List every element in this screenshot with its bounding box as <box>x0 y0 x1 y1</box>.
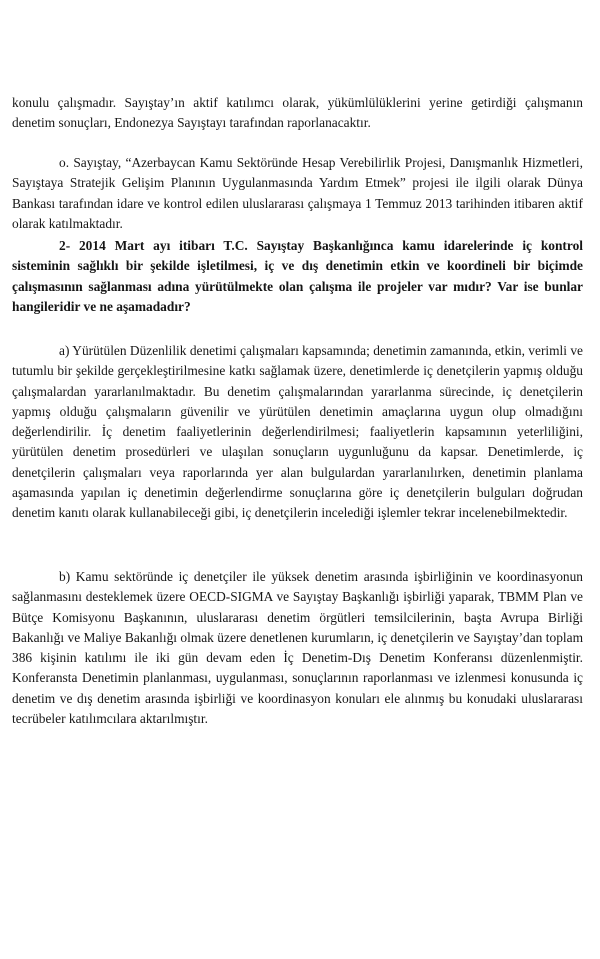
answer-paragraph-a <box>12 341 583 524</box>
paragraph-item-o <box>12 153 583 234</box>
paragraph-text: a) Yürütülen Düzenlilik denetimi çalışmaları kapsamında; denetimin zamanında, etkin, verimli ve tutumlu bir şekilde gerçekleştirilmesine katkı sağlamak üzere, denetimlerde iç denetçilerin yapmış olduğu çalışmalardan yararlanılmaktadır. Bu denetim çalışmalarından yararlanma sürecinde, iç denetçilerin yapmış olduğu çalışmaların güvenilir ve yürütülen denetimin amaçlarına uygun olup olmadığını değerlendirilir. İç denetim faaliyetlerinin değerlendirilmesi; faaliyetlerin kapsamının yeterliliğini, yürütülen denetim prosedürleri ve ulaşılan sonuçların uygunluğunu da kapsar. Denetimlerde, iç denetçilerin çalışmaları veya raporlarında yer alan bulgulardan yararlanılırken, denetimin planlama aşamasında yapılan iç denetimin değerlendirme sonuçlarına göre iç denetçilerin bulguları doğrudan denetim kanıtı olarak kullanabileceği gibi, iç denetçilerin incelediği işlemler tekrar incelenebilmektedir. <box>12 343 583 521</box>
answer-paragraph-b <box>12 567 583 729</box>
paragraph-text: konulu çalışmadır. Sayıştay’ın aktif katılımcı olarak, yükümlülüklerini yerine getirdiği çalışmanın denetim sonuçları, Endonezya Sayıştayı tarafından raporlanacaktır. <box>12 95 583 131</box>
paragraph-text: b) Kamu sektöründe iç denetçiler ile yüksek denetim arasında işbirliğinin ve koordinasyonun sağlanmasını desteklemek üzere OECD-SIGMA ve Sayıştay Başkanlığı işbirliği yaparak, TBMM Plan ve Bütçe Komisyonu Başkanının, uluslararası denetim örgütleri temsilcilerinin, başta Avrupa Birliği Bakanlığı ve Maliye Bakanlığı olmak üzere denetlenen kurumların, iç denetçilerin ve Sayıştay’dan toplam 386 kişinin katılımı ile iki gün devam eden İç Denetim-Dış Denetim Konferansı düzenlenmiştir. Konferansta Denetimin planlanması, uygulanması, sonuçlarının raporlanması ve izlenmesi konusunda iç denetim ve dış denetim arasında işbirliği ve koordinasyon konuları ele alınmış bu konudaki uluslararası tecrübeler katılımcılara aktarılmıştır. <box>12 569 583 727</box>
question-heading <box>12 236 583 317</box>
question-text: 2- 2014 Mart ayı itibarı T.C. Sayıştay Başkanlığınca kamu idarelerinde iç kontrol sisteminin sağlıklı bir şekilde işletilmesi, iç ve dış denetimin etkin ve koordineli bir biçimde çalışmasının sağlanması adına yürütülmekte olan çalışma ile projeler var mıdır? Var ise bunlar hangileridir ve ne aşamadadır? <box>12 238 583 314</box>
paragraph-text: o. Sayıştay, “Azerbaycan Kamu Sektöründe Hesap Verebilirlik Projesi, Danışmanlık Hizmetleri, Sayıştaya Stratejik Gelişim Planının Uygulanmasında Yardım Etmek” projesi ile ilgili olarak Dünya Bankası tarafından idare ve kontrol edilen uluslararası çalışmaya 1 Temmuz 2013 tarihinden itibaren aktif olarak katılmaktadır. <box>12 155 583 231</box>
paragraph-continuation <box>12 93 583 134</box>
